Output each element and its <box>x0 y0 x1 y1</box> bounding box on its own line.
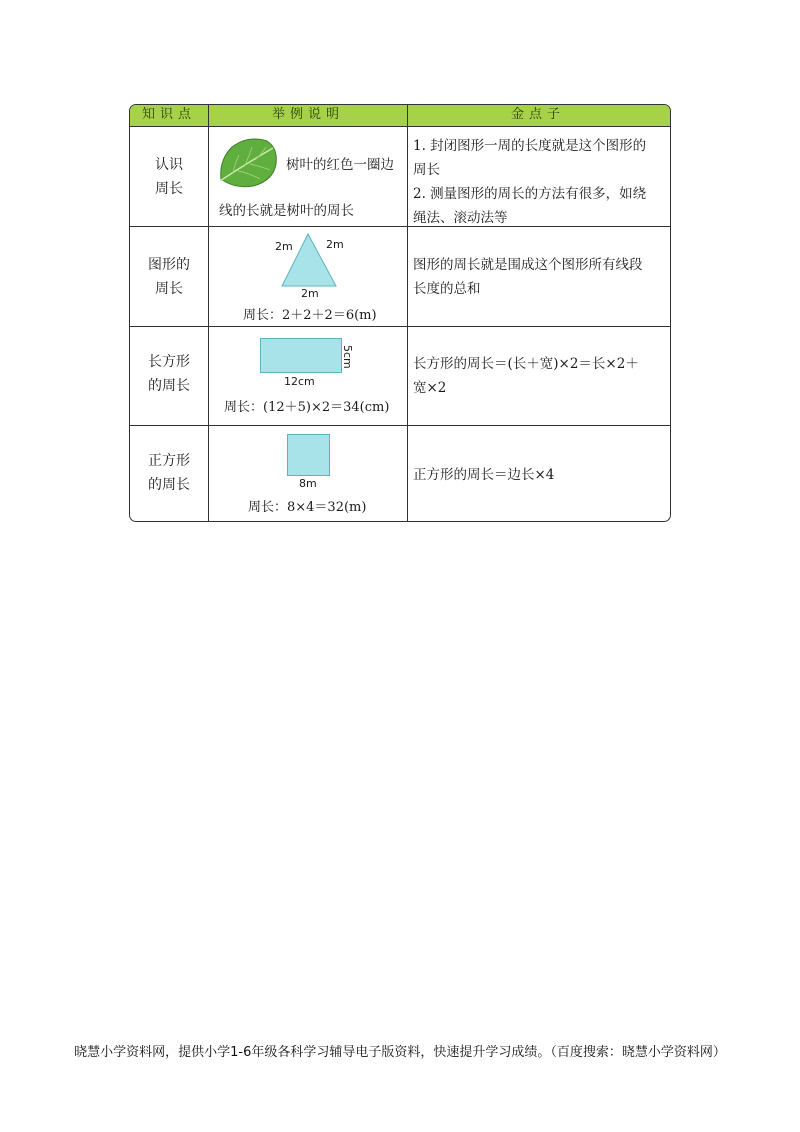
tip-line: 正方形的周长＝边长×4 <box>413 467 555 483</box>
point-line: 的周长 <box>148 477 190 493</box>
tip-line: 2. 测量图形的周长的方法有很多，如绕 <box>413 186 647 202</box>
rectangle-formula: 周长：(12＋5)×2＝34(cm) <box>224 400 390 415</box>
row-4-knowledge-point <box>130 449 208 497</box>
tip-line: 宽×2 <box>413 380 447 396</box>
header-example: 举例说明 <box>271 107 344 122</box>
rectangle-width-label: 12cm <box>284 375 315 388</box>
point-line: 周长 <box>155 281 183 297</box>
rectangle-shape <box>260 338 342 373</box>
knowledge-table <box>129 104 671 522</box>
header-knowledge-point: 知识点 <box>141 107 196 122</box>
triangle-left-label: 2m <box>275 240 293 253</box>
row-4-tip <box>413 463 663 487</box>
point-line: 认识 <box>155 157 183 173</box>
row-3-knowledge-point <box>130 350 208 398</box>
row-divider <box>130 326 670 327</box>
square-formula: 周长：8×4＝32(m) <box>248 500 367 515</box>
table-header <box>130 105 670 127</box>
row-3-tip <box>413 352 663 400</box>
rectangle-height-label: 5cm <box>341 345 354 369</box>
tip-line: 绳法、滚动法等 <box>413 210 508 226</box>
square-shape <box>287 434 330 476</box>
leaf-image <box>218 135 280 189</box>
leaf-example-line2: 线的长就是树叶的周长 <box>219 203 354 219</box>
triangle-right-label: 2m <box>326 238 344 251</box>
tip-line: 图形的周长就是围成这个图形所有线段 <box>413 257 643 273</box>
point-line: 图形的 <box>148 257 190 273</box>
column-divider <box>407 105 408 521</box>
point-line: 周长 <box>155 181 183 197</box>
tip-line: 周长 <box>413 162 440 178</box>
row-divider <box>130 425 670 426</box>
row-1-knowledge-point <box>130 153 208 201</box>
row-2-knowledge-point <box>130 253 208 301</box>
leaf-example-line1: 树叶的红色一圈边 <box>286 157 394 173</box>
tip-line: 长方形的周长＝(长＋宽)×2＝长×2＋ <box>413 356 639 372</box>
point-line: 的周长 <box>148 378 190 394</box>
column-divider <box>208 105 209 521</box>
row-2-tip <box>413 253 663 301</box>
point-line: 正方形 <box>148 453 190 469</box>
footer-note: 晓慧小学资料网，提供小学1-6年级各科学习辅导电子版资料，快速提升学习成绩。（百度搜索：晓慧小学资料网） <box>74 1045 726 1060</box>
tip-line: 1. 封闭图形一周的长度就是这个图形的 <box>413 138 647 154</box>
point-line: 长方形 <box>148 354 190 370</box>
square-side-label: 8m <box>299 477 317 490</box>
triangle-bottom-label: 2m <box>301 287 319 300</box>
row-1-tip <box>413 134 663 230</box>
triangle-formula: 周长：2＋2＋2＝6(m) <box>243 308 377 323</box>
tip-line: 长度的总和 <box>413 281 481 297</box>
header-tips: 金点子 <box>510 107 565 122</box>
